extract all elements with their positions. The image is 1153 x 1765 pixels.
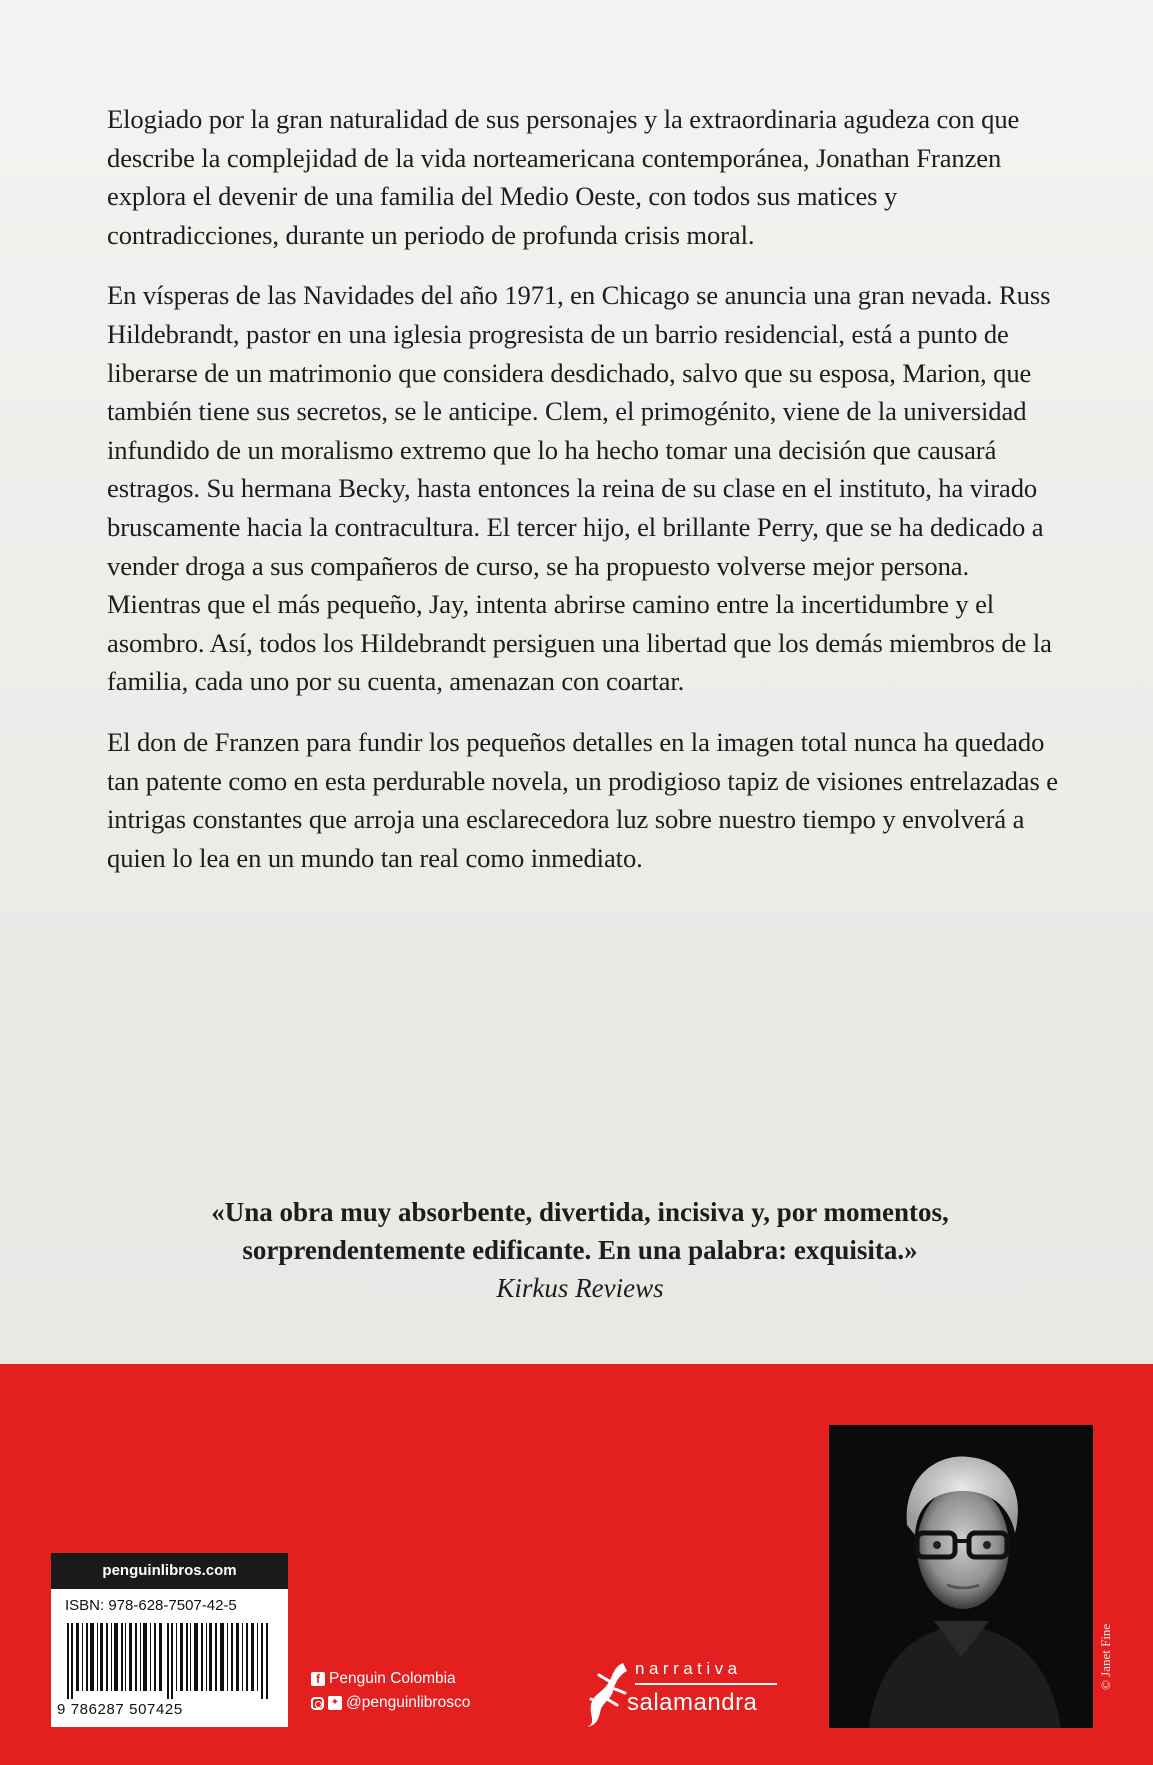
synopsis-paragraph-3: El don de Franzen para fundir los pequeños detalles en la imagen total nunca ha quedado tan patente como en esta perdurable novela, un prodigioso tapiz de visiones entrelazadas e intrigas constantes que arroja una esclarecedora luz sobre nuestro tiempo y envolverá a quien lo lea en un mundo tan real como inmediato. [107, 726, 1058, 873]
barcode-icon [63, 1623, 277, 1699]
synopsis-text [107, 100, 1067, 899]
quote-line-2: sorprendentemente edificante. En una palabra: exquisita.» [242, 1235, 918, 1265]
barcode-panel [51, 1553, 288, 1727]
quote-source: Kirkus Reviews [496, 1273, 664, 1303]
facebook-label: Penguin Colombia [329, 1670, 456, 1687]
social-handle: @penguinlibrosco [346, 1694, 471, 1711]
salamander-icon [583, 1659, 633, 1729]
facebook-row[interactable] [311, 1667, 470, 1691]
publisher-name: salamandra [627, 1689, 758, 1716]
publisher-logo [583, 1659, 783, 1729]
facebook-icon: f [311, 1672, 325, 1686]
synopsis-paragraph-1: Elogiado por la gran naturalidad de sus personajes y la extraordinaria agudeza con que describe la complejidad de la vida norteamericana contemporánea, Jonathan Franzen explora el devenir de una familia del Medio Oeste, con todos sus matices y contradicciones, durante un periodo de profunda crisis moral. [107, 104, 1020, 250]
publisher-series: narrativa [635, 1659, 742, 1678]
barcode-digits: 9 786287 507425 [57, 1701, 183, 1718]
website-label: penguinlibros.com [51, 1553, 288, 1589]
social-links [311, 1667, 470, 1715]
synopsis-paragraph-2: En vísperas de las Navidades del año 1971, en Chicago se anuncia una gran nevada. Russ Hildebrandt, pastor en una iglesia progresista de un barrio residencial, está a punto de liberarse de un matrimonio que considera desdichado, salvo que su esposa, Marion, que también tiene sus secretos, se le anticipe. Clem, el primogénito, viene de la universidad infundido de un moralismo extremo que lo ha hecho tomar una decisión que causará estragos. Su hermana Becky, hasta entonces la reina de su clase en el instituto, ha virado bruscamente hacia la contracultura. El tercer hijo, el brillante Perry, que se ha dedicado a vender droga a sus compañeros de curso, se ha propuesto volverse mejor persona. Mientras que el más pequeño, Jay, intenta abrirse camino entre la incertidumbre y el asombro. Así, todos los Hildebrandt persiguen una libertad que los demás miembros de la familia, cada uno por su cuenta, amenazan con coartar. [107, 280, 1052, 697]
photo-credit: © Janet Fine [1098, 1623, 1113, 1690]
isbn-label: ISBN: 978-628-7507-42-5 [65, 1597, 237, 1614]
instagram-twitter-row[interactable] [311, 1691, 470, 1715]
review-quote [100, 1193, 1060, 1307]
quote-line-1: «Una obra muy absorbente, divertida, incisiva y, por momentos, [211, 1197, 949, 1227]
instagram-icon [311, 1697, 324, 1710]
author-photo [829, 1425, 1093, 1728]
twitter-icon: ✦ [328, 1696, 342, 1710]
publisher-divider [635, 1683, 777, 1685]
author-portrait-icon [829, 1425, 1093, 1728]
